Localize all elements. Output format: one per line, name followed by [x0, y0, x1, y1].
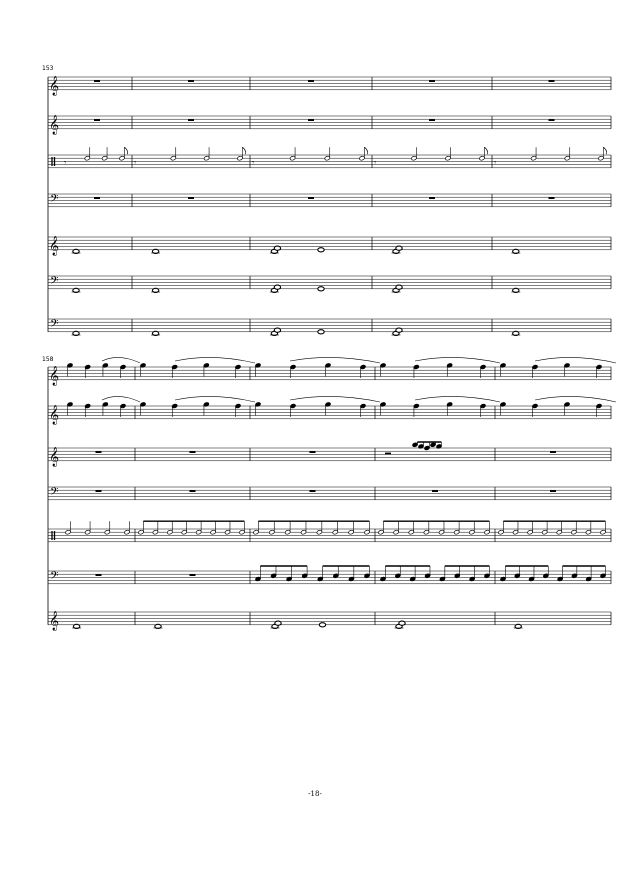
whole-note	[318, 330, 324, 334]
slur	[415, 396, 500, 402]
eighth-rest-icon: 𝄾	[134, 158, 137, 167]
whole-rest-icon	[188, 80, 194, 82]
whole-rest-icon	[308, 119, 314, 121]
whole-rest-icon	[94, 80, 100, 82]
whole-rest-icon	[310, 451, 316, 453]
whole-rest-icon	[432, 490, 438, 492]
whole-note	[275, 621, 281, 625]
slur	[535, 357, 616, 363]
eighth-rest-icon: 𝄾	[374, 158, 377, 167]
whole-rest-icon	[94, 119, 100, 121]
note-flag	[364, 147, 367, 154]
bass-clef-icon: 𝄢	[50, 486, 59, 501]
whole-rest-icon	[94, 197, 100, 199]
treble-clef-icon: 𝄞	[49, 405, 60, 425]
whole-rest-icon	[549, 119, 555, 121]
whole-note	[318, 248, 324, 252]
treble-clef-icon: 𝄞	[49, 115, 60, 135]
slur	[102, 396, 140, 402]
whole-rest-icon	[190, 490, 196, 492]
whole-rest-icon	[549, 197, 555, 199]
whole-rest-icon	[190, 451, 196, 453]
whole-rest-icon	[310, 490, 316, 492]
note-flag	[124, 147, 127, 154]
whole-rest-icon	[308, 197, 314, 199]
slur	[290, 396, 380, 402]
eighth-rest-icon: 𝄾	[252, 158, 255, 167]
note-flag	[484, 147, 487, 154]
whole-note	[274, 285, 280, 289]
half-rest-icon	[385, 453, 391, 455]
whole-note	[274, 246, 280, 250]
whole-rest-icon	[429, 119, 435, 121]
whole-rest-icon	[188, 119, 194, 121]
whole-note	[319, 623, 325, 627]
treble-clef-icon: 𝄞	[49, 611, 60, 631]
whole-note	[396, 285, 402, 289]
whole-note	[396, 246, 402, 250]
measure-number-system-1: 153	[42, 65, 54, 72]
bass-clef-icon: 𝄢	[50, 318, 59, 333]
slur	[175, 357, 255, 363]
slur	[535, 396, 616, 402]
measure-number-system-2: 158	[42, 356, 54, 363]
treble-clef-icon: 𝄞	[49, 447, 60, 467]
note-flag	[603, 147, 606, 154]
treble-clef-icon: 𝄞	[49, 236, 60, 256]
eighth-rest-icon: 𝄾	[494, 158, 497, 167]
whole-rest-icon	[190, 574, 196, 576]
whole-rest-icon	[549, 80, 555, 82]
whole-rest-icon	[429, 80, 435, 82]
whole-note	[318, 287, 324, 291]
bass-clef-icon: 𝄢	[50, 275, 59, 290]
treble-clef-icon: 𝄞	[49, 76, 60, 96]
whole-note	[399, 621, 405, 625]
whole-rest-icon	[308, 80, 314, 82]
whole-rest-icon	[429, 197, 435, 199]
slur	[102, 357, 140, 363]
eighth-rest-icon: 𝄾	[64, 158, 67, 167]
whole-rest-icon	[550, 451, 556, 453]
slur	[415, 357, 500, 363]
page-number: -18-	[308, 790, 322, 798]
whole-note	[396, 328, 402, 332]
treble-clef-icon: 𝄞	[49, 366, 60, 386]
whole-note	[274, 328, 280, 332]
bass-clef-icon: 𝄢	[50, 193, 59, 208]
bass-clef-icon: 𝄢	[50, 570, 59, 585]
whole-rest-icon	[96, 451, 102, 453]
whole-rest-icon	[96, 490, 102, 492]
slur	[175, 396, 255, 402]
whole-rest-icon	[550, 490, 556, 492]
note-flag	[242, 147, 245, 154]
whole-rest-icon	[188, 197, 194, 199]
slur	[290, 357, 380, 363]
whole-rest-icon	[96, 574, 102, 576]
